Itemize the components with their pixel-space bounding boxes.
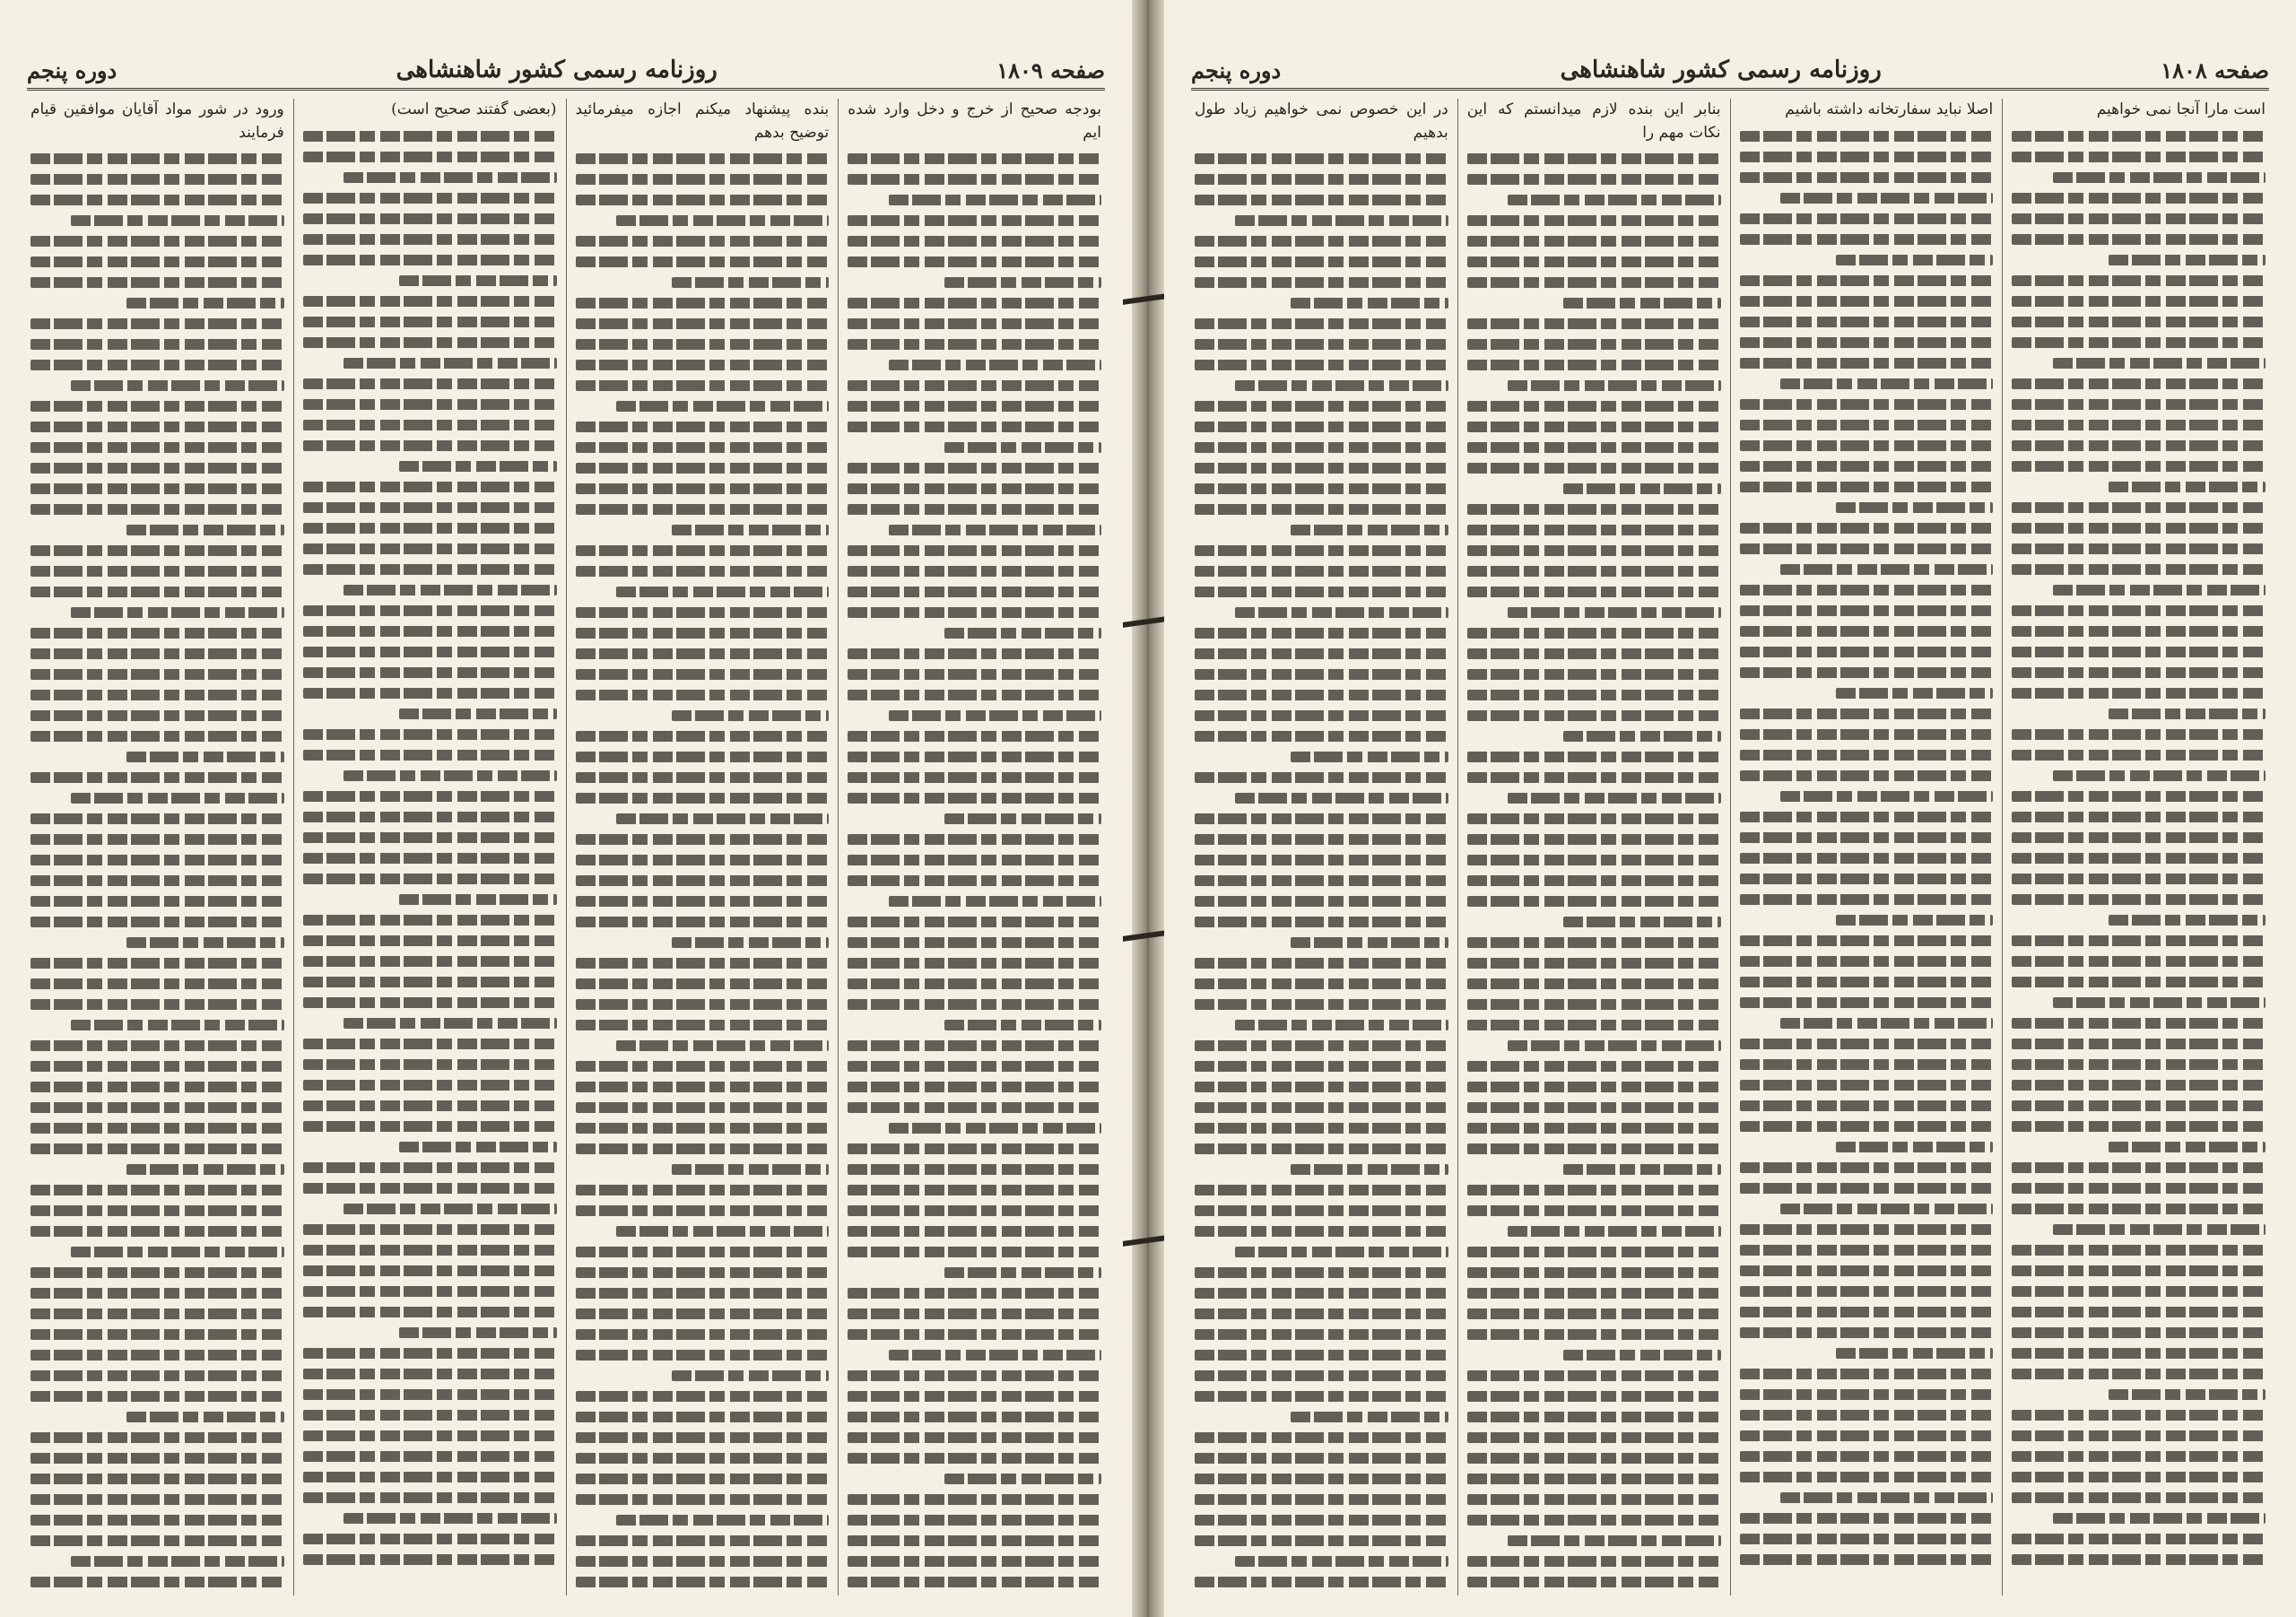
right-page-header bbox=[1191, 52, 2269, 91]
left-section: دوره پنجم bbox=[27, 57, 117, 83]
right-column-4 bbox=[1186, 99, 1457, 1595]
column-text: بودجه صحیح از خرج و دخل وارد شده ایم bbox=[848, 100, 1101, 142]
text-block bbox=[30, 153, 284, 1595]
column-text: اصلا نباید سفارتخانه داشته باشیم bbox=[1785, 100, 1994, 118]
left-column-2 bbox=[566, 99, 839, 1595]
column-text: ورود در شور مواد آقایان موافقین قیام فرمایند bbox=[30, 100, 284, 142]
right-columns bbox=[1186, 99, 2274, 1595]
text-block bbox=[1195, 153, 1448, 1595]
text-block bbox=[303, 131, 557, 1596]
left-column-3 bbox=[293, 99, 566, 1595]
page-gutter bbox=[1132, 0, 1164, 1617]
column-text: در این خصوص نمی خواهیم زیاد طول بدهیم bbox=[1195, 100, 1448, 142]
text-block bbox=[1467, 153, 1721, 1595]
left-columns bbox=[22, 99, 1110, 1595]
left-page bbox=[0, 0, 1132, 1617]
right-page bbox=[1164, 0, 2296, 1617]
right-section: دوره پنجم bbox=[1191, 57, 1282, 83]
column-text: بنده پیشنهاد میکنم اجازه میفرمائید توضیح بدهم bbox=[575, 100, 830, 142]
left-page-header bbox=[27, 52, 1105, 91]
left-column-1 bbox=[838, 99, 1110, 1595]
left-page-label: صفحه ۱۸۰۹ bbox=[996, 57, 1105, 83]
right-column-2 bbox=[1730, 99, 2003, 1595]
text-block bbox=[2012, 131, 2266, 1596]
text-block bbox=[1740, 131, 1994, 1596]
right-column-1 bbox=[2002, 99, 2274, 1595]
right-column-3 bbox=[1457, 99, 1730, 1595]
left-column-4 bbox=[22, 99, 293, 1595]
column-text: (بعضی گفتند صحیح است) bbox=[391, 100, 557, 118]
text-block bbox=[848, 153, 1101, 1595]
right-paper-name: روزنامه رسمی کشور شاهنشاهی bbox=[1560, 57, 1882, 83]
right-page-label: صفحه ۱۸۰۸ bbox=[2161, 57, 2269, 83]
column-text: است مارا آنجا نمی خواهیم bbox=[2096, 100, 2266, 118]
column-text: بنابر این بنده لازم میدانستم که این نکات مهم را bbox=[1466, 100, 1721, 142]
left-paper-name: روزنامه رسمی کشور شاهنشاهی bbox=[396, 57, 718, 83]
text-block bbox=[576, 153, 830, 1595]
